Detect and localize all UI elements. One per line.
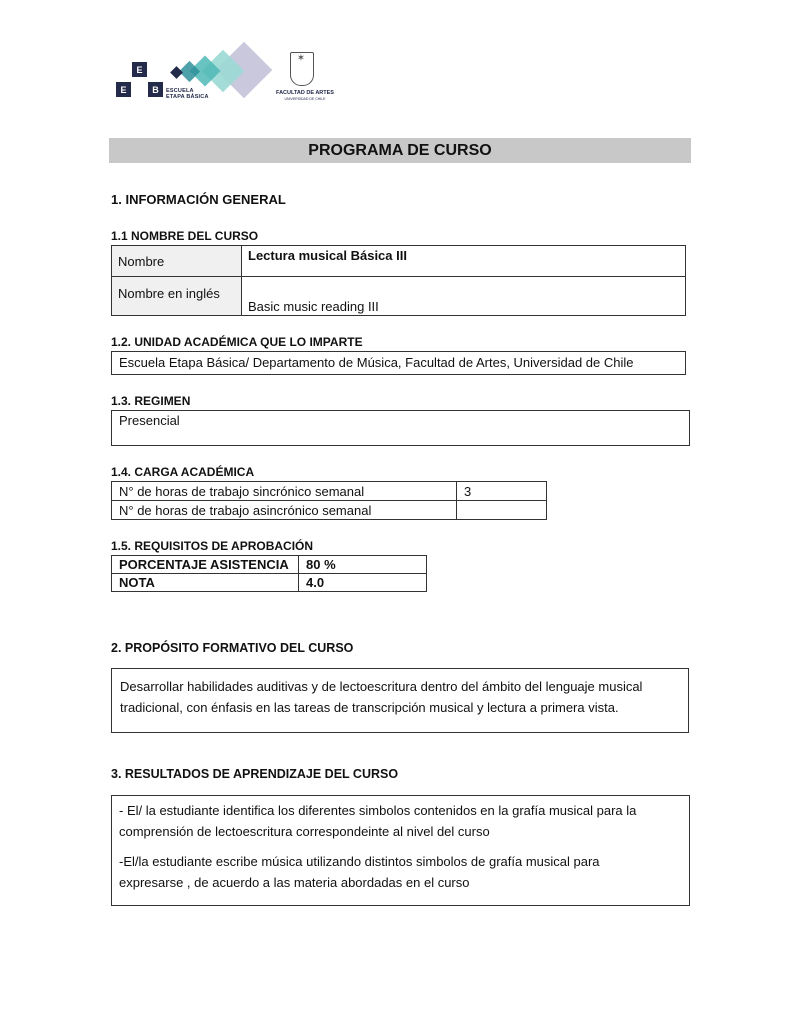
sync-hours-label: N° de horas de trabajo sincrónico semanal bbox=[112, 482, 457, 501]
async-hours-label: N° de horas de trabajo asincrónico semanal bbox=[112, 501, 457, 520]
escuela-etapa-basica-logo bbox=[112, 44, 288, 106]
logo-caption bbox=[166, 88, 209, 100]
learning-outcomes-box bbox=[111, 795, 690, 906]
async-hours-value bbox=[457, 501, 547, 520]
section-2-heading: 2. PROPÓSITO FORMATIVO DEL CURSO bbox=[111, 641, 354, 655]
fa-logo-subtitle: UNIVERSIDAD DE CHILE bbox=[284, 97, 326, 101]
logo-letter-e-left: E bbox=[116, 82, 131, 97]
course-name-value: Lectura musical Básica III bbox=[242, 246, 686, 277]
course-name-label: Nombre bbox=[112, 246, 242, 277]
attendance-label: PORCENTAJE ASISTENCIA bbox=[112, 556, 299, 574]
outcome-1-line-1: - El/ la estudiante identifica los diferentes simbolos contenidos en la grafía musical para la bbox=[119, 803, 637, 818]
approval-requirements-table bbox=[111, 555, 427, 592]
grade-label: NOTA bbox=[112, 574, 299, 592]
outcome-2-line-1: -El/la estudiante escribe música utilizando distintos simbolos de grafía musical para bbox=[119, 854, 600, 869]
outcome-2-line-2: expresarse , de acuerdo a las materia abordadas en el curso bbox=[119, 875, 470, 890]
star-icon: ✶ bbox=[296, 53, 306, 64]
purpose-line-2: tradicional, con énfasis en las tareas de transcripción musical y lectura a primera vista. bbox=[120, 700, 619, 715]
regimen-value: Presencial bbox=[111, 410, 690, 446]
workload-heading: 1.4. CARGA ACADÉMICA bbox=[111, 465, 255, 479]
course-name-heading: 1.1 NOMBRE DEL CURSO bbox=[111, 229, 259, 243]
regimen-heading: 1.3. REGIMEN bbox=[111, 394, 191, 408]
workload-table bbox=[111, 481, 547, 520]
course-name-english-value: Basic music reading III bbox=[242, 277, 686, 316]
section-1-heading: 1. INFORMACIÓN GENERAL bbox=[111, 192, 286, 207]
attendance-value: 80 % bbox=[299, 556, 427, 574]
logo-letter-b: B bbox=[148, 82, 163, 97]
section-3-heading: 3. RESULTADOS DE APRENDIZAJE DEL CURSO bbox=[111, 767, 399, 781]
page-title: PROGRAMA DE CURSO bbox=[109, 138, 691, 163]
academic-unit-value: Escuela Etapa Básica/ Departamento de Música, Facultad de Artes, Universidad de Chile bbox=[111, 351, 686, 375]
approval-requirements-heading: 1.5. REQUISITOS DE APROBACIÓN bbox=[111, 539, 314, 553]
course-name-english-label: Nombre en inglés bbox=[112, 277, 242, 316]
grade-value: 4.0 bbox=[299, 574, 427, 592]
fa-logo-title: FACULTAD DE ARTES bbox=[276, 90, 334, 96]
course-name-table bbox=[111, 245, 686, 316]
purpose-box bbox=[111, 668, 689, 733]
logo-caption-line1: ESCUELA bbox=[166, 88, 194, 94]
logo-caption-line2: ETAPA BÁSICA bbox=[166, 94, 209, 100]
logo-letter-e-top: E bbox=[132, 62, 147, 77]
facultad-de-artes-logo bbox=[272, 50, 338, 106]
outcome-1-line-2: comprensión de lectoescritura correspondeinte al nivel del curso bbox=[119, 824, 490, 839]
academic-unit-heading: 1.2. UNIDAD ACADÉMICA QUE LO IMPARTE bbox=[111, 335, 363, 349]
purpose-line-1: Desarrollar habilidades auditivas y de lectoescritura dentro del ámbito del lenguaje musical bbox=[120, 679, 643, 694]
sync-hours-value: 3 bbox=[457, 482, 547, 501]
